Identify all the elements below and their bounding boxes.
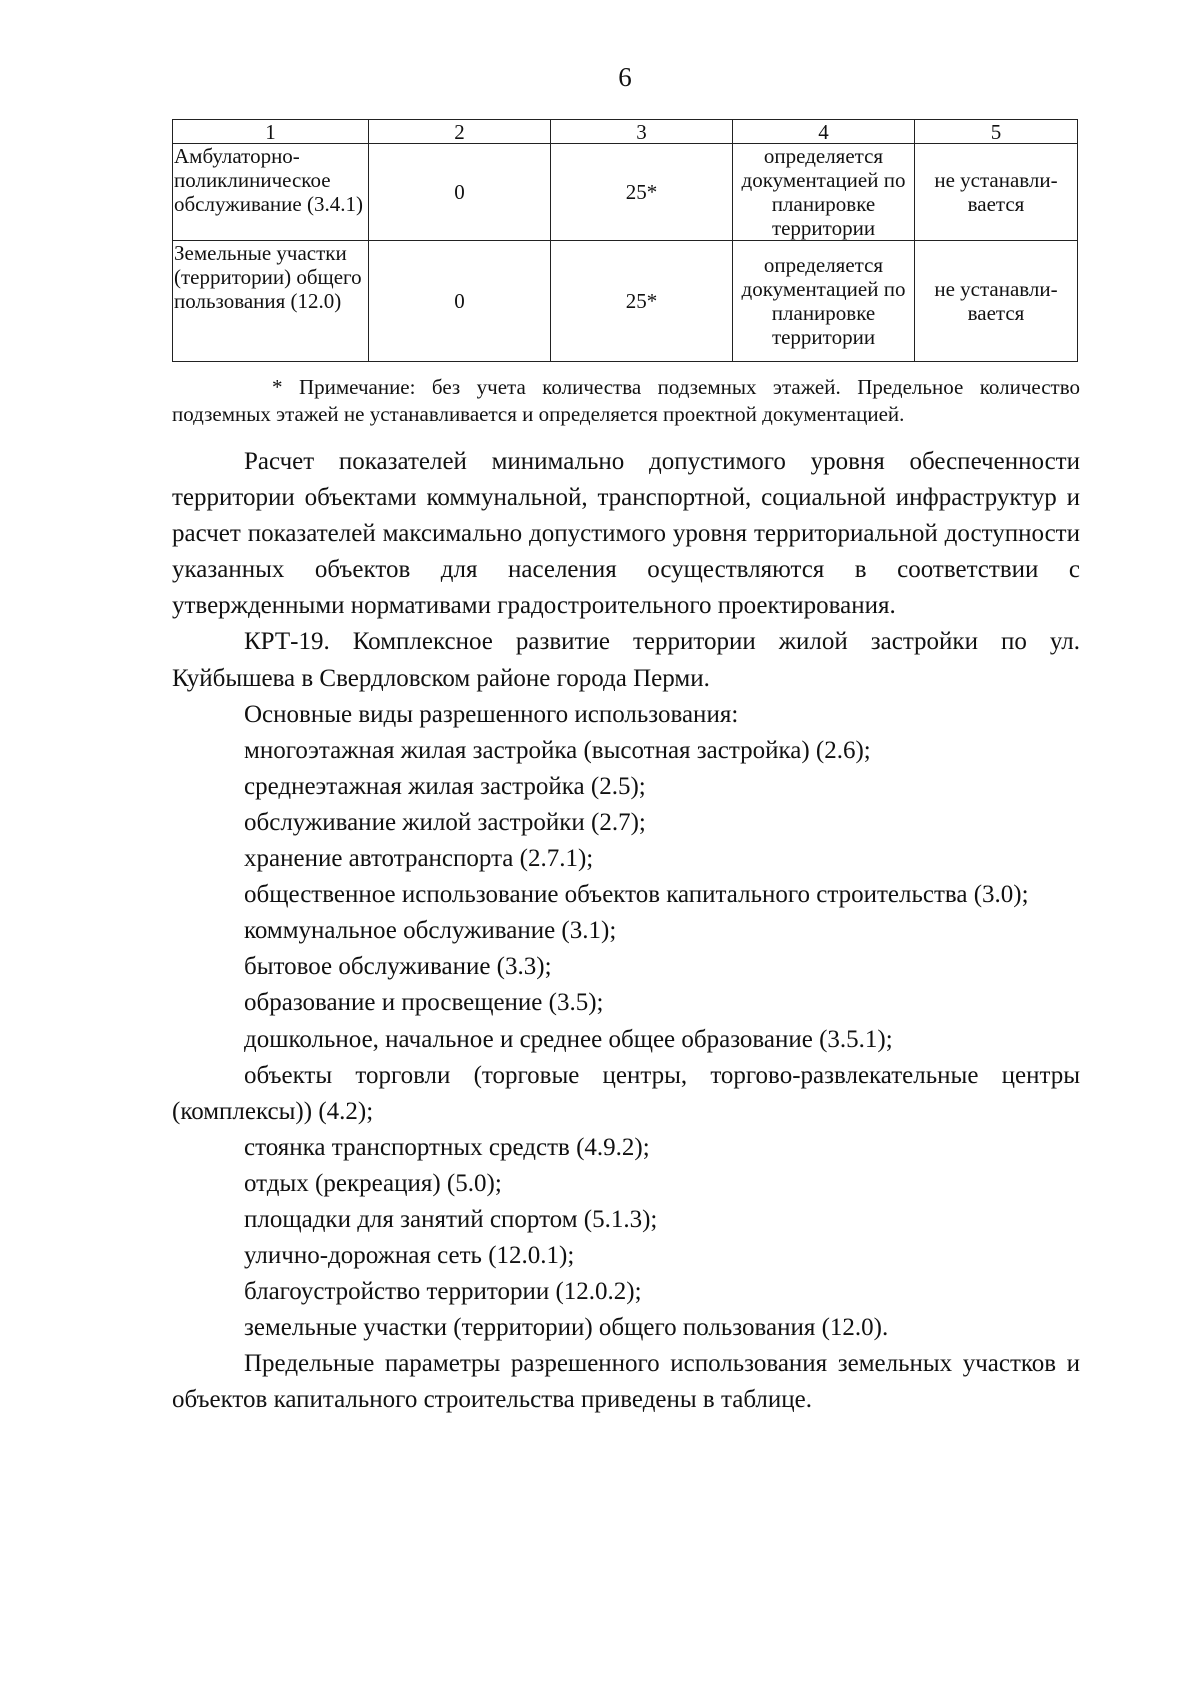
page-number: 6: [618, 62, 632, 92]
table-cell: 0: [369, 144, 551, 241]
column-header: 3: [551, 120, 733, 144]
column-header: 1: [173, 120, 369, 144]
table-cell: определяется документацией по планировке территории: [733, 144, 915, 241]
table-row: [173, 241, 1078, 362]
list-item: бытовое обслуживание (3.3);: [244, 953, 552, 981]
table-cell: 0: [369, 241, 551, 362]
table-cell: не устанавли-вается: [915, 241, 1078, 362]
paragraph: Расчет показателей минимально допустимого уровня обеспеченности территории объектами коммунальной, транспортной, социальной инфраструктур и расчет показателей максимально допустимого уровня территориальной доступности указанных объектов для населения осуществляются в соответствии с утвержденными нормативами градостроительного проектирования.: [172, 448, 1080, 620]
list-item: общественное использование объектов капитального строительства (3.0);: [244, 881, 1029, 909]
list-item: образование и просвещение (3.5);: [244, 989, 604, 1017]
list-item: среднеэтажная жилая застройка (2.5);: [244, 772, 646, 800]
list-item: хранение автотранспорта (2.7.1);: [244, 845, 594, 873]
list-item: отдых (рекреация) (5.0);: [244, 1169, 502, 1197]
table-cell: 25*: [551, 241, 733, 362]
list-item: земельные участки (территории) общего пользования (12.0).: [244, 1314, 889, 1342]
table-row: [173, 144, 1078, 241]
table-header-row: [173, 120, 1078, 144]
list-item: улично-дорожная сеть (12.0.1);: [244, 1242, 575, 1270]
parameters-table: [172, 119, 1078, 362]
column-header: 5: [915, 120, 1078, 144]
footnote-text: * Примечание: без учета количества подземных этажей. Предельное количество подземных этажей не устанавливается и определяется проектной документацией.: [172, 375, 1080, 426]
table-footnote: [172, 374, 1080, 428]
list-item: благоустройство территории (12.0.2);: [244, 1278, 642, 1306]
table-cell: не устанавли-вается: [915, 144, 1078, 241]
column-header: 2: [369, 120, 551, 144]
document-body: [172, 444, 1080, 1419]
table-cell: 25*: [551, 144, 733, 241]
use-type-cell: Земельные участки (территории) общего пользования (12.0): [173, 241, 369, 362]
column-header: 4: [733, 120, 915, 144]
list-item: многоэтажная жилая застройка (высотная застройка) (2.6);: [244, 736, 871, 764]
paragraph: Предельные параметры разрешенного использования земельных участков и объектов капитального строительства приведены в таблице.: [172, 1350, 1080, 1414]
list-item: стоянка транспортных средств (4.9.2);: [244, 1133, 650, 1161]
table-cell: определяется документацией по планировке территории: [733, 241, 915, 362]
list-item: обслуживание жилой застройки (2.7);: [244, 808, 646, 836]
paragraph: Основные виды разрешенного использования:: [244, 700, 739, 728]
list-item: площадки для занятий спортом (5.1.3);: [244, 1205, 658, 1233]
use-type-cell: Амбулаторно-поликлиническое обслуживание (3.4.1): [173, 144, 369, 241]
list-item: объекты торговли (торговые центры, торгово-развлекательные центры (комплексы)) (4.2);: [172, 1061, 1080, 1125]
list-item: дошкольное, начальное и среднее общее образование (3.5.1);: [244, 1025, 893, 1053]
paragraph: КРТ-19. Комплексное развитие территории жилой застройки по ул. Куйбышева в Свердловском районе города Перми.: [172, 628, 1080, 692]
list-item: коммунальное обслуживание (3.1);: [244, 917, 617, 945]
